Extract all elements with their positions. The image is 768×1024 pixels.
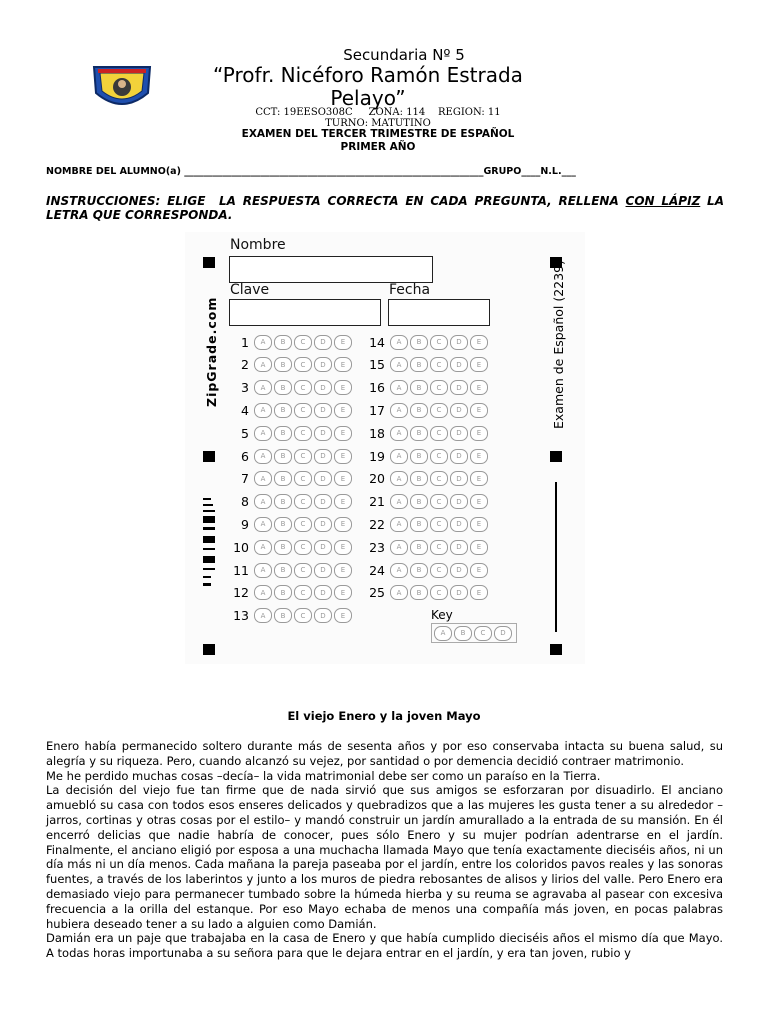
answer-bubble[interactable]: D — [450, 494, 468, 509]
question-row — [363, 562, 490, 578]
answer-bubble[interactable]: C — [294, 357, 312, 372]
answer-bubble[interactable]: C — [430, 357, 448, 372]
question-number: 5 — [241, 425, 249, 441]
key-bubble: B — [454, 626, 472, 641]
story-paragraph: Enero había permanecido soltero durante más de sesenta años y por eso conservaba intacta su buena salud, su alegría y su riqueza. Pero, cuando alcanzó su vejez, por santidad o por demencia decidió contraer matrimonio. — [46, 739, 723, 768]
answer-bubble[interactable]: A — [390, 449, 408, 464]
story-body — [46, 739, 723, 961]
answer-bubble[interactable]: A — [390, 380, 408, 395]
question-row — [227, 562, 354, 578]
question-number: 1 — [241, 334, 249, 350]
answer-bubble[interactable]: A — [390, 540, 408, 555]
registration-mark — [203, 257, 215, 268]
answer-bubble[interactable]: A — [390, 403, 408, 418]
answer-bubble[interactable]: A — [254, 357, 272, 372]
question-number: 23 — [369, 539, 385, 555]
answer-bubble[interactable]: E — [470, 335, 488, 350]
answer-bubble[interactable]: C — [430, 494, 448, 509]
question-row — [227, 494, 354, 510]
question-number: 11 — [233, 562, 249, 578]
question-number: 8 — [241, 494, 249, 510]
answer-bubble[interactable]: C — [294, 540, 312, 555]
answer-bubble[interactable]: B — [410, 335, 428, 350]
answer-bubble[interactable]: B — [410, 449, 428, 464]
answer-bubble[interactable]: A — [390, 335, 408, 350]
answer-bubble[interactable]: E — [334, 335, 352, 350]
question-row — [227, 585, 354, 601]
question-row — [227, 380, 354, 396]
answer-bubble[interactable]: E — [470, 403, 488, 418]
exam-title: EXAMEN DEL TERCER TRIMESTRE DE ESPAÑOL — [241, 128, 515, 140]
question-number: 9 — [241, 516, 249, 532]
answer-bubble[interactable]: A — [390, 585, 408, 600]
answer-bubble[interactable]: A — [390, 471, 408, 486]
answer-bubble[interactable]: C — [430, 585, 448, 600]
question-number: 7 — [241, 471, 249, 487]
answer-bubble[interactable]: E — [334, 585, 352, 600]
registration-mark — [203, 451, 215, 462]
answer-bubble[interactable]: D — [450, 471, 468, 486]
question-number: 6 — [241, 448, 249, 464]
answer-bubble[interactable]: D — [314, 449, 332, 464]
answer-bubble[interactable]: D — [314, 494, 332, 509]
school-logo — [90, 63, 154, 113]
answer-bubble[interactable]: B — [410, 494, 428, 509]
answer-bubble[interactable]: C — [430, 403, 448, 418]
answer-bubble[interactable]: A — [390, 563, 408, 578]
answer-bubble[interactable]: D — [450, 449, 468, 464]
answer-bubble[interactable]: D — [450, 403, 468, 418]
question-number: 3 — [241, 380, 249, 396]
question-row — [227, 334, 354, 350]
answer-bubble[interactable]: C — [430, 563, 448, 578]
key-label: Key — [431, 608, 453, 622]
answer-bubble[interactable]: B — [274, 357, 292, 372]
question-number: 16 — [369, 380, 385, 396]
answer-bubble[interactable]: B — [274, 517, 292, 532]
answer-sheet — [185, 232, 585, 664]
question-number: 22 — [369, 516, 385, 532]
answer-bubble[interactable]: A — [254, 449, 272, 464]
question-row — [227, 402, 354, 418]
answer-bubble[interactable]: C — [294, 585, 312, 600]
answer-bubble[interactable]: D — [450, 426, 468, 441]
answer-bubble[interactable]: A — [390, 426, 408, 441]
answer-bubble[interactable]: E — [334, 517, 352, 532]
question-row — [363, 471, 490, 487]
answer-bubble[interactable]: A — [254, 380, 272, 395]
answer-bubble[interactable]: E — [470, 426, 488, 441]
key-bubble: C — [474, 626, 492, 641]
answer-bubble[interactable]: E — [334, 380, 352, 395]
answer-bubble[interactable]: E — [470, 471, 488, 486]
question-number: 12 — [233, 585, 249, 601]
answer-bubble[interactable]: C — [294, 563, 312, 578]
question-row — [227, 357, 354, 373]
answer-bubble[interactable]: B — [410, 517, 428, 532]
answer-bubble[interactable]: B — [274, 426, 292, 441]
answer-bubble[interactable]: B — [274, 449, 292, 464]
answer-bubble[interactable]: D — [450, 563, 468, 578]
answer-bubble[interactable]: D — [314, 380, 332, 395]
answer-bubble[interactable]: B — [410, 563, 428, 578]
answer-bubble[interactable]: D — [314, 471, 332, 486]
answer-bubble[interactable]: E — [334, 471, 352, 486]
question-number: 25 — [369, 585, 385, 601]
answer-bubble[interactable]: A — [254, 563, 272, 578]
question-number: 10 — [233, 539, 249, 555]
answer-bubble[interactable]: A — [254, 585, 272, 600]
question-number: 15 — [369, 357, 385, 373]
exam-heading — [200, 128, 556, 154]
answer-bubble[interactable]: B — [410, 426, 428, 441]
answer-bubble[interactable]: D — [314, 608, 332, 623]
answer-bubble[interactable]: D — [314, 563, 332, 578]
question-number: 17 — [369, 402, 385, 418]
nombre-label: Nombre — [230, 237, 286, 253]
answer-bubble[interactable]: D — [314, 335, 332, 350]
answer-bubble[interactable]: D — [314, 357, 332, 372]
answer-bubble[interactable]: E — [470, 517, 488, 532]
question-row — [227, 471, 354, 487]
answer-bubble[interactable]: D — [450, 357, 468, 372]
question-number: 20 — [369, 471, 385, 487]
answer-bubble[interactable]: C — [294, 335, 312, 350]
answer-bubble[interactable]: B — [410, 403, 428, 418]
answer-bubble[interactable]: B — [410, 585, 428, 600]
answer-bubble[interactable]: A — [254, 403, 272, 418]
answer-bubble[interactable]: C — [294, 380, 312, 395]
answer-bubble[interactable]: B — [410, 471, 428, 486]
answer-bubble[interactable]: B — [274, 540, 292, 555]
nombre-box[interactable] — [229, 256, 433, 283]
school-label: Secundaria Nº 5 — [343, 46, 465, 64]
answer-bubble[interactable]: D — [314, 403, 332, 418]
key-bubble: A — [434, 626, 452, 641]
clave-box[interactable] — [229, 299, 381, 326]
answer-bubble[interactable]: D — [314, 426, 332, 441]
answer-bubble[interactable]: C — [294, 403, 312, 418]
registration-mark — [550, 451, 562, 462]
question-number: 19 — [369, 448, 385, 464]
answer-bubble[interactable]: E — [334, 494, 352, 509]
right-timing-line — [555, 482, 561, 632]
answer-bubble[interactable]: C — [294, 517, 312, 532]
answer-bubble[interactable]: E — [334, 357, 352, 372]
question-row — [227, 539, 354, 555]
answer-bubble[interactable]: B — [274, 380, 292, 395]
answer-bubble[interactable]: C — [430, 517, 448, 532]
answer-bubble[interactable]: A — [254, 517, 272, 532]
school-codes — [200, 107, 556, 129]
answer-bubble[interactable]: E — [334, 608, 352, 623]
answer-bubble[interactable]: C — [294, 471, 312, 486]
instructions — [46, 194, 729, 222]
answer-bubble[interactable]: C — [430, 540, 448, 555]
answer-bubble[interactable]: D — [450, 540, 468, 555]
answer-bubble[interactable]: E — [334, 563, 352, 578]
answer-bubble[interactable]: D — [450, 517, 468, 532]
question-row — [227, 516, 354, 532]
question-row — [227, 425, 354, 441]
answer-bubble[interactable]: C — [294, 494, 312, 509]
answer-bubble[interactable]: E — [470, 449, 488, 464]
question-number: 13 — [233, 608, 249, 624]
school-name: “Profr. Nicéforo Ramón Estrada Pelayo” — [213, 63, 523, 110]
clave-label: Clave — [230, 282, 270, 298]
instructions-underlined: CON LÁPIZ — [625, 194, 701, 208]
answer-bubble[interactable]: B — [274, 494, 292, 509]
fecha-label: Fecha — [389, 282, 431, 298]
question-row — [363, 357, 490, 373]
answer-bubble[interactable]: E — [470, 585, 488, 600]
answer-bubble[interactable]: B — [274, 585, 292, 600]
instructions-text: INSTRUCCIONES: ELIGE LA RESPUESTA CORRECTA EN CADA PREGUNTA, RELLENA — [46, 194, 626, 208]
answer-bubble[interactable]: C — [294, 608, 312, 623]
answer-bubble[interactable]: A — [254, 608, 272, 623]
story-paragraph: Damián era un paje que trabajaba en la casa de Enero y que había cumplido dieciséis años el mismo día que Mayo. A todas horas importunaba a su señora para que le dejara entrar en el jardín, y era tan joven, rubio y — [46, 931, 723, 961]
fecha-box[interactable] — [388, 299, 490, 326]
question-number: 4 — [241, 402, 249, 418]
timing-track — [203, 498, 217, 591]
answer-bubble[interactable]: D — [450, 585, 468, 600]
exam-name-label: Examen de Español (2239) — [551, 260, 566, 429]
answer-bubble[interactable]: E — [470, 563, 488, 578]
question-number: 2 — [241, 357, 249, 373]
answer-bubble[interactable]: A — [254, 426, 272, 441]
answer-bubble[interactable]: B — [410, 357, 428, 372]
answer-bubble[interactable]: B — [274, 403, 292, 418]
question-row — [363, 425, 490, 441]
instructions-tail: LA LETRA QUE CORRESPONDA. — [46, 194, 729, 222]
answer-bubble[interactable]: E — [334, 403, 352, 418]
question-row — [363, 539, 490, 555]
answer-bubble[interactable]: C — [430, 426, 448, 441]
registration-mark — [203, 644, 215, 655]
answer-bubble[interactable]: E — [470, 494, 488, 509]
answer-bubble[interactable]: E — [334, 449, 352, 464]
story-paragraph: Me he perdido muchas cosas –decía– la vida matrimonial debe ser como un paraíso en la Tierra. — [46, 768, 601, 783]
answer-bubble[interactable]: D — [450, 380, 468, 395]
answer-bubble[interactable]: A — [254, 494, 272, 509]
answer-bubble[interactable]: D — [450, 335, 468, 350]
question-row — [227, 608, 354, 624]
question-number: 21 — [369, 494, 385, 510]
question-row — [363, 585, 490, 601]
key-box — [431, 623, 517, 643]
shift-line: TURNO: MATUTINO — [325, 118, 431, 129]
answer-bubble[interactable]: E — [334, 426, 352, 441]
answer-bubble[interactable]: D — [314, 540, 332, 555]
answer-bubble[interactable]: A — [390, 357, 408, 372]
answer-bubble[interactable]: C — [294, 426, 312, 441]
answer-bubble[interactable]: E — [470, 540, 488, 555]
answer-bubble[interactable]: E — [470, 380, 488, 395]
school-codes-line: CCT: 19EESO308C ZONA: 114 REGION: 11 — [255, 107, 501, 118]
question-row — [363, 516, 490, 532]
answer-bubble[interactable]: B — [274, 608, 292, 623]
answer-bubble[interactable]: B — [410, 540, 428, 555]
answer-bubble[interactable]: C — [430, 380, 448, 395]
question-row — [363, 448, 490, 464]
grade-label: PRIMER AÑO — [340, 141, 416, 153]
answer-bubble[interactable]: C — [430, 449, 448, 464]
question-row — [363, 402, 490, 418]
story-paragraph: La decisión del viejo fue tan firme que de nada sirvió que sus amigos se esforzaran por disuadirlo. El anciano amuebló su casa con todos esos enseres delicados y quebradizos que a las mujeres les gusta tener a su alrededor –jarros, cortinas y otras cosas por el estilo– y mandó construir un jardín amurallado a la entrada de su mansión. En él encerró delicias que nadie habría de conocer, pues sólo Enero y su mujer podrían adentrarse en el jardín. Finalmente, el anciano eligió por esposa a una muchacha llamada Mayo que tenía exactamente dieciséis años, ni un día más ni un día menos. Cada mañana la pareja paseaba por el jardín, entre los coloridos pavos reales y las sonoras fuentes, a través de los laberintos y junto a los muros de piedra rebosantes de alisos y lirios del valle. Pero Enero era demasiado viejo para permanecer tumbado sobre la húmeda hierba y su reuma se agravaba al pasear con excesiva frecuencia a la orilla del estanque. Por eso Mayo echaba de menos una compañía más joven, en pocas palabras hubiera deseado tener a su lado a alguien como Damián. — [46, 783, 723, 931]
question-number: 24 — [369, 562, 385, 578]
answer-bubble[interactable]: E — [334, 540, 352, 555]
question-number: 14 — [369, 334, 385, 350]
zipgrade-brand: ZipGrade.com — [204, 296, 219, 407]
answer-bubble[interactable]: D — [314, 517, 332, 532]
question-row — [363, 494, 490, 510]
answer-bubble[interactable]: B — [410, 380, 428, 395]
answer-bubble[interactable]: B — [274, 563, 292, 578]
answer-bubble[interactable]: A — [390, 517, 408, 532]
answer-bubble[interactable]: A — [254, 335, 272, 350]
question-row — [227, 448, 354, 464]
answer-bubble[interactable]: E — [470, 357, 488, 372]
answer-bubble[interactable]: A — [254, 540, 272, 555]
registration-mark — [550, 644, 562, 655]
question-row — [363, 380, 490, 396]
answer-bubble[interactable]: C — [430, 335, 448, 350]
answer-bubble[interactable]: C — [294, 449, 312, 464]
answer-bubble[interactable]: A — [254, 471, 272, 486]
answer-bubble[interactable]: B — [274, 335, 292, 350]
key-bubble: D — [494, 626, 512, 641]
answer-bubble[interactable]: C — [430, 471, 448, 486]
answer-bubble[interactable]: B — [274, 471, 292, 486]
question-row — [363, 334, 490, 350]
answer-bubble[interactable]: A — [390, 494, 408, 509]
answer-bubble[interactable]: D — [314, 585, 332, 600]
question-number: 18 — [369, 425, 385, 441]
story-title: El viejo Enero y la joven Mayo — [287, 709, 481, 723]
student-name-line[interactable]: NOMBRE DEL ALUMNO(a) _______________________________________________________________GRUPO____N.L.___ — [46, 166, 576, 177]
